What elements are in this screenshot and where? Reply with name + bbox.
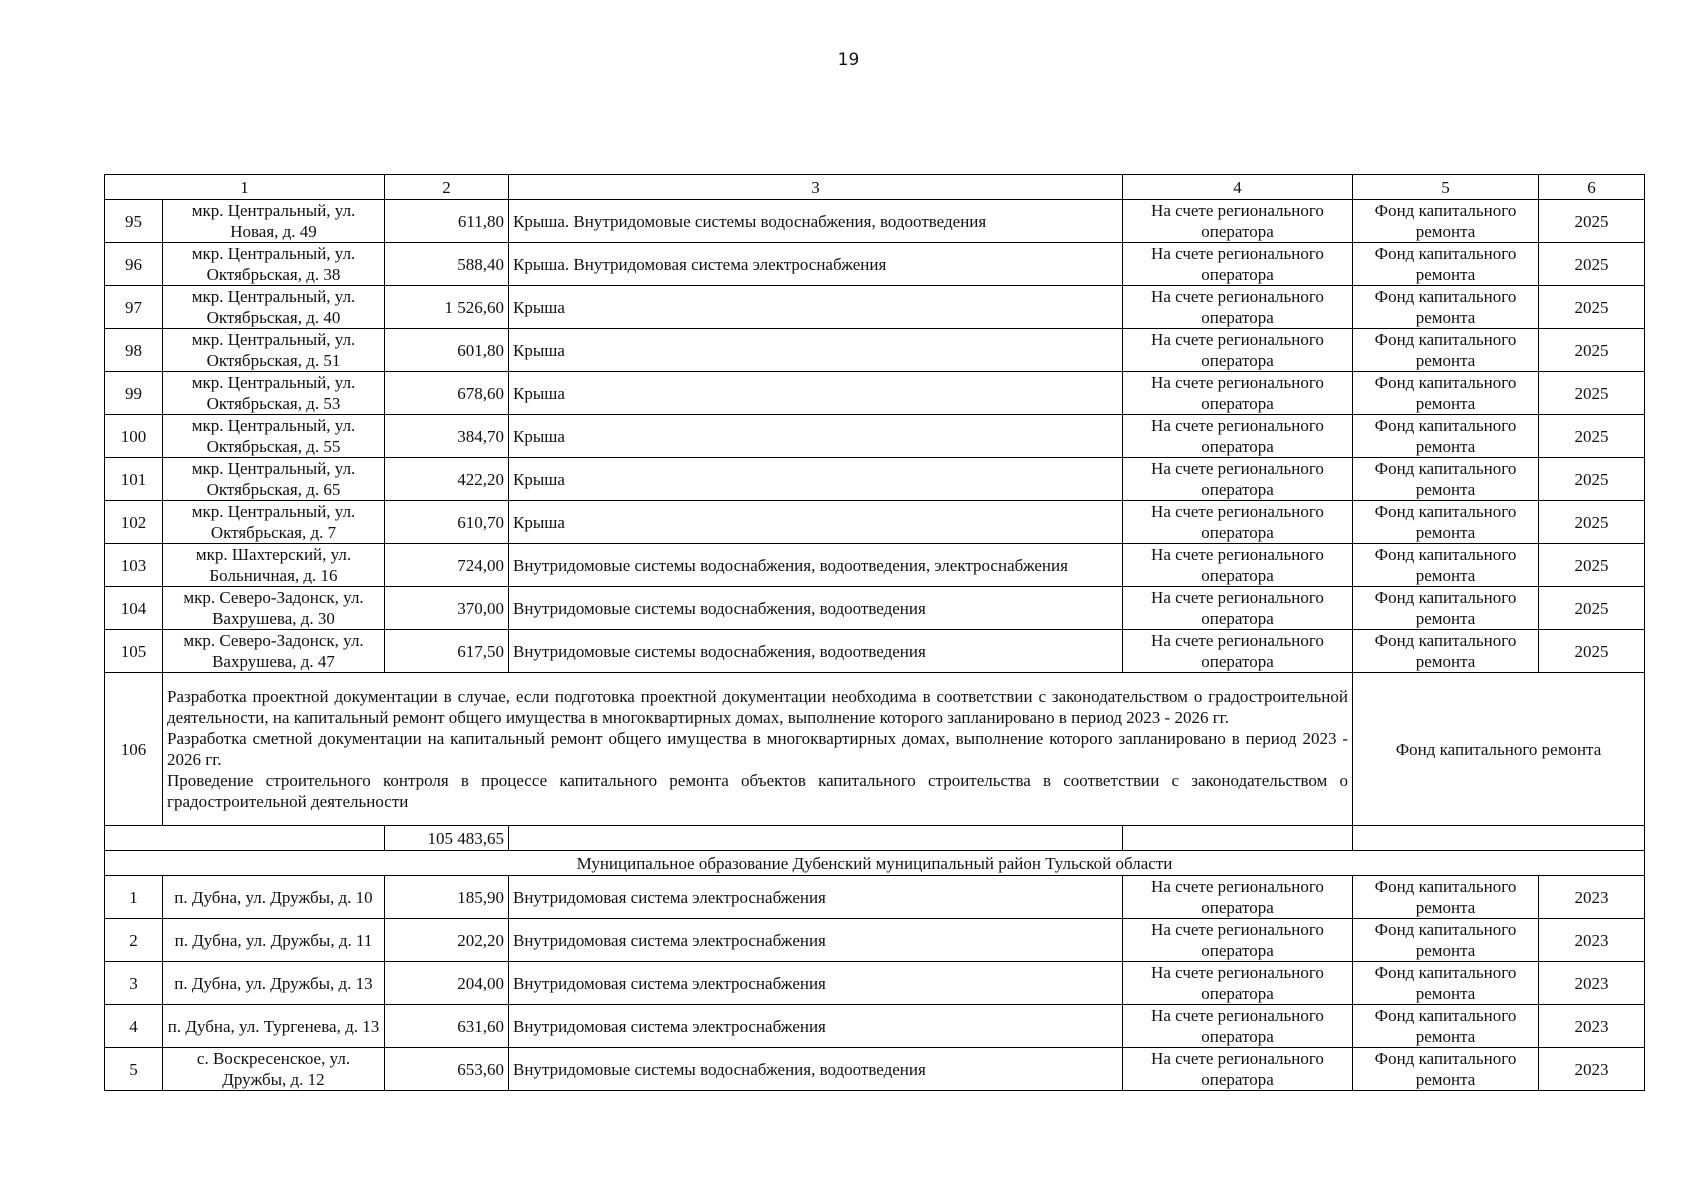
address-cell: с. Воскресенское, ул. Дружбы, д. 12 (163, 1048, 385, 1091)
works-cell: Крыша (509, 458, 1123, 501)
works-cell: Крыша (509, 415, 1123, 458)
area-cell: 653,60 (385, 1048, 509, 1091)
header-row (105, 175, 1645, 200)
section-title: Муниципальное образование Дубенский муниципальный район Тульской области (105, 851, 1645, 876)
address-cell: мкр. Центральный, ул. Октябрьская, д. 7 (163, 501, 385, 544)
year-cell: 2025 (1539, 200, 1645, 243)
address-cell: мкр. Центральный, ул. Новая, д. 49 (163, 200, 385, 243)
table-row (105, 458, 1645, 501)
total-label-cell (105, 826, 385, 851)
address-cell: мкр. Северо-Задонск, ул. Вахрушева, д. 47 (163, 630, 385, 673)
year-cell: 2025 (1539, 501, 1645, 544)
row-number: 2 (105, 919, 163, 962)
area-cell: 1 526,60 (385, 286, 509, 329)
row-number: 1 (105, 876, 163, 919)
area-cell: 185,90 (385, 876, 509, 919)
address-cell: мкр. Центральный, ул. Октябрьская, д. 38 (163, 243, 385, 286)
address-cell: мкр. Центральный, ул. Октябрьская, д. 40 (163, 286, 385, 329)
account-cell: На счете регионального оператора (1123, 587, 1353, 630)
account-cell: На счете регионального оператора (1123, 1048, 1353, 1091)
account-cell: На счете регионального оператора (1123, 415, 1353, 458)
table-row (105, 243, 1645, 286)
funding-source-cell: Фонд капитального ремонта (1353, 458, 1539, 501)
capital-repair-table (104, 174, 1645, 1091)
address-cell: мкр. Северо-Задонск, ул. Вахрушева, д. 30 (163, 587, 385, 630)
section-header-row (105, 851, 1645, 876)
account-cell: На счете регионального оператора (1123, 919, 1353, 962)
year-cell: 2025 (1539, 372, 1645, 415)
address-cell: п. Дубна, ул. Дружбы, д. 13 (163, 962, 385, 1005)
row-number: 100 (105, 415, 163, 458)
row-number: 106 (105, 673, 163, 826)
table-row (105, 587, 1645, 630)
works-cell: Крыша (509, 372, 1123, 415)
header-cell-3: 3 (509, 175, 1123, 200)
address-cell: п. Дубна, ул. Дружбы, д. 10 (163, 876, 385, 919)
works-cell: Внутридомовые системы водоснабжения, водоотведения (509, 587, 1123, 630)
funding-source-cell: Фонд капитального ремонта (1353, 415, 1539, 458)
year-cell: 2025 (1539, 630, 1645, 673)
row-number: 99 (105, 372, 163, 415)
header-cell-5: 5 (1353, 175, 1539, 200)
table-row (105, 919, 1645, 962)
funding-source-cell: Фонд капитального ремонта (1353, 630, 1539, 673)
works-cell: Внутридомовые системы водоснабжения, водоотведения (509, 1048, 1123, 1091)
row-number: 105 (105, 630, 163, 673)
funding-source-cell: Фонд капитального ремонта (1353, 1005, 1539, 1048)
works-cell: Крыша (509, 329, 1123, 372)
funding-source-cell: Фонд капитального ремонта (1353, 329, 1539, 372)
year-cell: 2025 (1539, 458, 1645, 501)
year-cell: 2025 (1539, 243, 1645, 286)
row-number: 4 (105, 1005, 163, 1048)
table-row (105, 286, 1645, 329)
year-cell: 2025 (1539, 587, 1645, 630)
funding-source-cell: Фонд капитального ремонта (1353, 919, 1539, 962)
row-number: 98 (105, 329, 163, 372)
row-number: 104 (105, 587, 163, 630)
funding-source: Фонд капитального ремонта (1353, 673, 1645, 826)
area-cell: 370,00 (385, 587, 509, 630)
total-empty-cell (1353, 826, 1645, 851)
description-paragraph: Проведение строительного контроля в процессе капитального ремонта объектов капитального строительства в соответствии с законодательством о градостроительной деятельности (167, 771, 1348, 811)
address-cell: мкр. Шахтерский, ул. Больничная, д. 16 (163, 544, 385, 587)
header-cell-2: 2 (385, 175, 509, 200)
table-row (105, 329, 1645, 372)
area-cell: 617,50 (385, 630, 509, 673)
works-cell: Внутридомовые системы водоснабжения, водоотведения (509, 630, 1123, 673)
funding-source-cell: Фонд капитального ремонта (1353, 876, 1539, 919)
row-number: 3 (105, 962, 163, 1005)
works-cell: Крыша. Внутридомовые системы водоснабжения, водоотведения (509, 200, 1123, 243)
row-number: 102 (105, 501, 163, 544)
table-row (105, 1005, 1645, 1048)
table-row (105, 630, 1645, 673)
account-cell: На счете регионального оператора (1123, 962, 1353, 1005)
area-cell: 610,70 (385, 501, 509, 544)
description-paragraph: Разработка сметной документации на капитальный ремонт общего имущества в многоквартирных домах, выполнение которого запланировано в период 2023 - 2026 гг. (167, 729, 1348, 769)
year-cell: 2023 (1539, 962, 1645, 1005)
year-cell: 2025 (1539, 415, 1645, 458)
table-row (105, 415, 1645, 458)
address-cell: п. Дубна, ул. Дружбы, д. 11 (163, 919, 385, 962)
header-cell-4: 4 (1123, 175, 1353, 200)
works-cell: Внутридомовая система электроснабжения (509, 1005, 1123, 1048)
works-cell: Внутридомовая система электроснабжения (509, 962, 1123, 1005)
account-cell: На счете регионального оператора (1123, 200, 1353, 243)
funding-source-cell: Фонд капитального ремонта (1353, 372, 1539, 415)
row-number: 5 (105, 1048, 163, 1091)
funding-source-cell: Фонд капитального ремонта (1353, 200, 1539, 243)
account-cell: На счете регионального оператора (1123, 501, 1353, 544)
account-cell: На счете регионального оператора (1123, 630, 1353, 673)
table-row (105, 501, 1645, 544)
account-cell: На счете регионального оператора (1123, 243, 1353, 286)
address-cell: мкр. Центральный, ул. Октябрьская, д. 51 (163, 329, 385, 372)
account-cell: На счете регионального оператора (1123, 329, 1353, 372)
account-cell: На счете регионального оператора (1123, 458, 1353, 501)
area-cell: 601,80 (385, 329, 509, 372)
table-row-106 (105, 673, 1645, 826)
header-cell-1: 1 (105, 175, 385, 200)
area-cell: 588,40 (385, 243, 509, 286)
table-row (105, 962, 1645, 1005)
row-number: 97 (105, 286, 163, 329)
funding-source-cell: Фонд капитального ремонта (1353, 286, 1539, 329)
table-row (105, 544, 1645, 587)
table-row (105, 372, 1645, 415)
area-cell: 724,00 (385, 544, 509, 587)
year-cell: 2025 (1539, 329, 1645, 372)
works-cell: Внутридомовая система электроснабжения (509, 919, 1123, 962)
funding-source-cell: Фонд капитального ремонта (1353, 544, 1539, 587)
account-cell: На счете регионального оператора (1123, 372, 1353, 415)
address-cell: мкр. Центральный, ул. Октябрьская, д. 55 (163, 415, 385, 458)
header-cell-6: 6 (1539, 175, 1645, 200)
works-description (163, 673, 1353, 826)
works-cell: Крыша. Внутридомовая система электроснабжения (509, 243, 1123, 286)
area-cell: 202,20 (385, 919, 509, 962)
area-cell: 204,00 (385, 962, 509, 1005)
row-number: 95 (105, 200, 163, 243)
funding-source-cell: Фонд капитального ремонта (1353, 962, 1539, 1005)
works-cell: Крыша (509, 286, 1123, 329)
year-cell: 2023 (1539, 919, 1645, 962)
funding-source-cell: Фонд капитального ремонта (1353, 501, 1539, 544)
page-number: 19 (837, 50, 860, 70)
row-number: 101 (105, 458, 163, 501)
total-empty-cell (1123, 826, 1353, 851)
year-cell: 2023 (1539, 1048, 1645, 1091)
address-cell: мкр. Центральный, ул. Октябрьская, д. 65 (163, 458, 385, 501)
works-cell: Внутридомовая система электроснабжения (509, 876, 1123, 919)
year-cell: 2023 (1539, 1005, 1645, 1048)
works-cell: Внутридомовые системы водоснабжения, водоотведения, электроснабжения (509, 544, 1123, 587)
area-cell: 678,60 (385, 372, 509, 415)
year-cell: 2023 (1539, 876, 1645, 919)
area-cell: 611,80 (385, 200, 509, 243)
row-number: 103 (105, 544, 163, 587)
account-cell: На счете регионального оператора (1123, 286, 1353, 329)
total-row (105, 826, 1645, 851)
works-cell: Крыша (509, 501, 1123, 544)
account-cell: На счете регионального оператора (1123, 876, 1353, 919)
address-cell: п. Дубна, ул. Тургенева, д. 13 (163, 1005, 385, 1048)
table-row (105, 200, 1645, 243)
year-cell: 2025 (1539, 544, 1645, 587)
row-number: 96 (105, 243, 163, 286)
account-cell: На счете регионального оператора (1123, 544, 1353, 587)
total-empty-cell (509, 826, 1123, 851)
funding-source-cell: Фонд капитального ремонта (1353, 587, 1539, 630)
table-row (105, 876, 1645, 919)
area-cell: 631,60 (385, 1005, 509, 1048)
address-cell: мкр. Центральный, ул. Октябрьская, д. 53 (163, 372, 385, 415)
funding-source-cell: Фонд капитального ремонта (1353, 243, 1539, 286)
account-cell: На счете регионального оператора (1123, 1005, 1353, 1048)
year-cell: 2025 (1539, 286, 1645, 329)
area-cell: 422,20 (385, 458, 509, 501)
total-area: 105 483,65 (385, 826, 509, 851)
area-cell: 384,70 (385, 415, 509, 458)
funding-source-cell: Фонд капитального ремонта (1353, 1048, 1539, 1091)
description-paragraph: Разработка проектной документации в случае, если подготовка проектной документации необходима в соответствии с законодательством о градостроительной деятельности, на капитальный ремонт общего имущества в многоквартирных домах, выполнение которого запланировано в период 2023 - 2026 гг. (167, 687, 1348, 727)
table-row (105, 1048, 1645, 1091)
